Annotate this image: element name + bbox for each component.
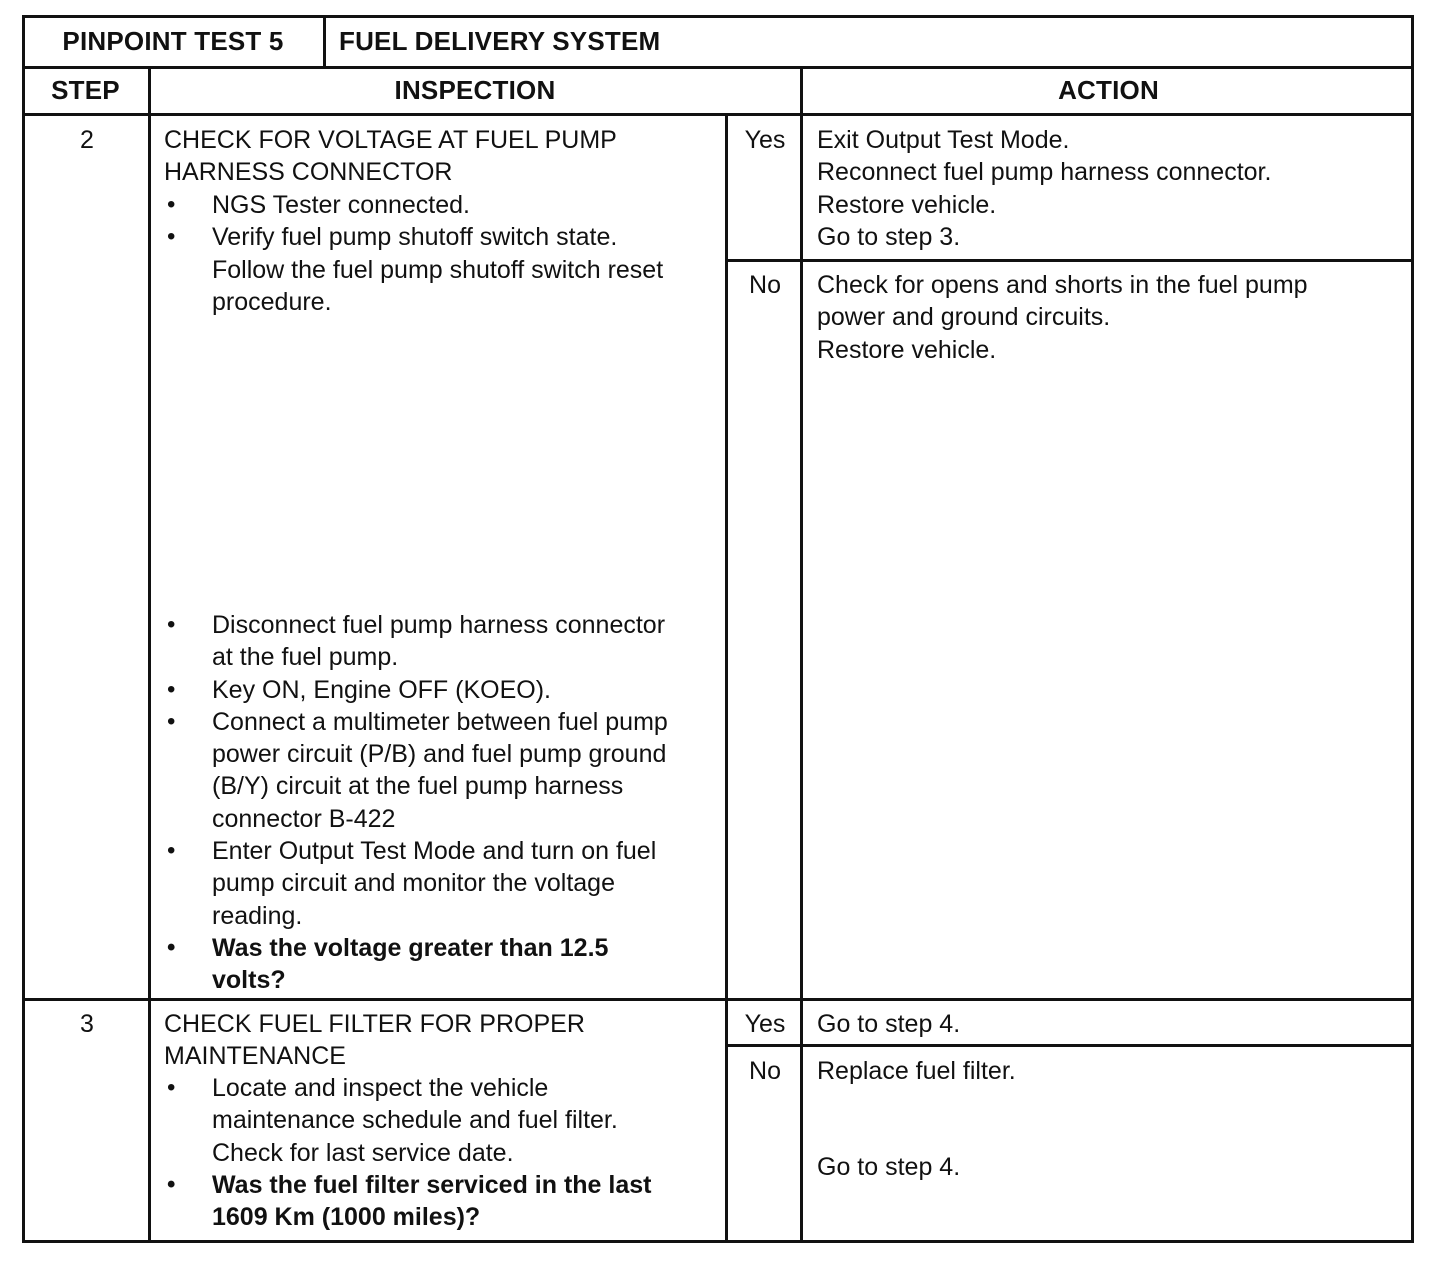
list-item: • Disconnect fuel pump harness connector at the fuel pump. xyxy=(164,609,668,674)
system-title: FUEL DELIVERY SYSTEM xyxy=(339,26,661,56)
rule-step-column xyxy=(148,66,151,1243)
rule-under-title xyxy=(22,66,1414,69)
step-column-header: STEP xyxy=(51,75,120,105)
rule-between-steps xyxy=(22,998,1414,1001)
pinpoint-test-table xyxy=(22,15,1414,1243)
rule-step3-yes-no xyxy=(725,1044,1414,1047)
rule-under-headers xyxy=(22,113,1414,116)
step-2-title: CHECK FOR VOLTAGE AT FUEL PUMP HARNESS CONNECTOR xyxy=(164,126,617,187)
step-3-no-action: Replace fuel filter. xyxy=(817,1057,1016,1085)
step-3-title: CHECK FUEL FILTER FOR PROPER MAINTENANCE xyxy=(164,1010,585,1071)
list-item: • Key ON, Engine OFF (KOEO). xyxy=(164,674,668,706)
pinpoint-test-label: PINPOINT TEST 5 xyxy=(62,26,284,56)
step-2-yes-label: Yes xyxy=(744,126,786,154)
step-3-no-label: No xyxy=(749,1057,781,1085)
step-2-no-action: Check for opens and shorts in the fuel pump power and ground circuits. Restore vehicle. xyxy=(817,271,1308,364)
action-column-header: ACTION xyxy=(1058,75,1159,105)
step-3-no-followup: Go to step 4. xyxy=(817,1153,961,1181)
list-item: • Verify fuel pump shutoff switch state. Follow the fuel pump shutoff switch reset procedure. xyxy=(164,221,663,318)
step-3-checklist xyxy=(164,1072,651,1233)
step-2-checklist-bottom xyxy=(164,609,668,997)
list-item: • NGS Tester connected. xyxy=(164,189,663,221)
step-number: 2 xyxy=(80,126,94,154)
list-item: • Connect a multimeter between fuel pump power circuit (P/B) and fuel pump ground (B/Y) circuit at the fuel pump harness connector B-422 xyxy=(164,706,668,835)
step-3-question: • Was the fuel filter serviced in the last 1609 Km (1000 miles)? xyxy=(164,1169,651,1234)
step-2-checklist-top xyxy=(164,189,663,318)
list-item: • Enter Output Test Mode and turn on fuel pump circuit and monitor the voltage reading. xyxy=(164,835,668,932)
step-2-yes-action: Exit Output Test Mode. Reconnect fuel pump harness connector. Restore vehicle. Go to step 3. xyxy=(817,126,1272,251)
rule-step2-yes-no xyxy=(725,259,1414,262)
step-number: 3 xyxy=(80,1010,94,1038)
step-2-question: • Was the voltage greater than 12.5 volts? xyxy=(164,932,668,997)
list-item: • Locate and inspect the vehicle maintenance schedule and fuel filter. Check for last service date. xyxy=(164,1072,651,1169)
step-3-yes-action: Go to step 4. xyxy=(817,1010,961,1038)
inspection-column-header: INSPECTION xyxy=(394,75,556,105)
step-2-no-label: No xyxy=(749,271,781,299)
step-3-yes-label: Yes xyxy=(744,1010,786,1038)
